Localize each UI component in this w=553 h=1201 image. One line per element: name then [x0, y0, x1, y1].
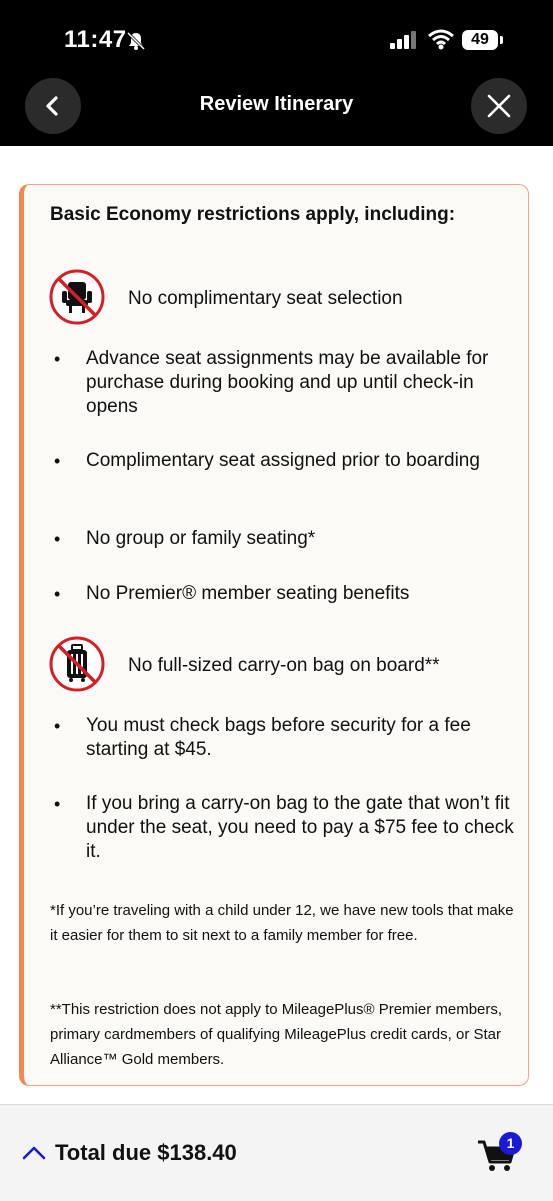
close-button[interactable]: [471, 78, 527, 134]
wifi-icon: [427, 28, 455, 50]
bullet-dot: •: [54, 794, 61, 814]
bullet-text: Advance seat assignments may be available for purchase during booking and up until check-in opens: [86, 348, 489, 417]
page-title: Review Itinerary: [199, 93, 354, 115]
no-seat-label: No complimentary seat selection: [128, 288, 403, 309]
bullet-dot: •: [54, 716, 61, 736]
battery-tip: [500, 36, 503, 44]
restrictions-heading: Basic Economy restrictions apply, including:: [50, 204, 456, 225]
bullet-text: If you bring a carry-on bag to the gate that won’t fit under the seat, you need to pay a $75 fee to check it.: [86, 793, 514, 862]
bullet-text: Complimentary seat assigned prior to boarding: [86, 450, 480, 471]
no-carry-on-label: No full-sized carry-on bag on board**: [128, 655, 440, 676]
top-bar: [0, 0, 553, 146]
bullet-dot: •: [54, 349, 61, 369]
bullet-dot: •: [54, 584, 61, 604]
no-seat-icon: [49, 269, 105, 325]
restrictions-card: [19, 184, 529, 1086]
battery-indicator: 49: [462, 30, 498, 50]
footnote-family-seating: *If you’re traveling with a child under 12, we have new tools that make it easier for them to sit next to a family member for free.: [50, 902, 514, 944]
status-time: 11:47: [64, 26, 127, 53]
bullet-dot: •: [54, 529, 61, 549]
bullet-dot: •: [54, 451, 61, 471]
bell-off-icon: [126, 31, 146, 51]
total-due[interactable]: Total due $138.40: [55, 1140, 237, 1165]
cart-count-badge: 1: [499, 1132, 522, 1155]
bullet-text: No Premier® member seating benefits: [86, 583, 410, 604]
footnote-exemptions: **This restriction does not apply to MileagePlus® Premier members, primary cardmembers of qualifying MileagePlus credit cards, or Star Alliance™ Gold members.: [50, 1001, 503, 1068]
no-carry-on-icon: [49, 636, 105, 692]
bullet-text: No group or family seating*: [86, 528, 316, 549]
cell-signal-icon: [390, 31, 418, 49]
close-icon: [485, 92, 513, 120]
chevron-up-icon[interactable]: [22, 1144, 46, 1160]
bullet-text: You must check bags before security for a fee starting at $45.: [86, 715, 471, 760]
